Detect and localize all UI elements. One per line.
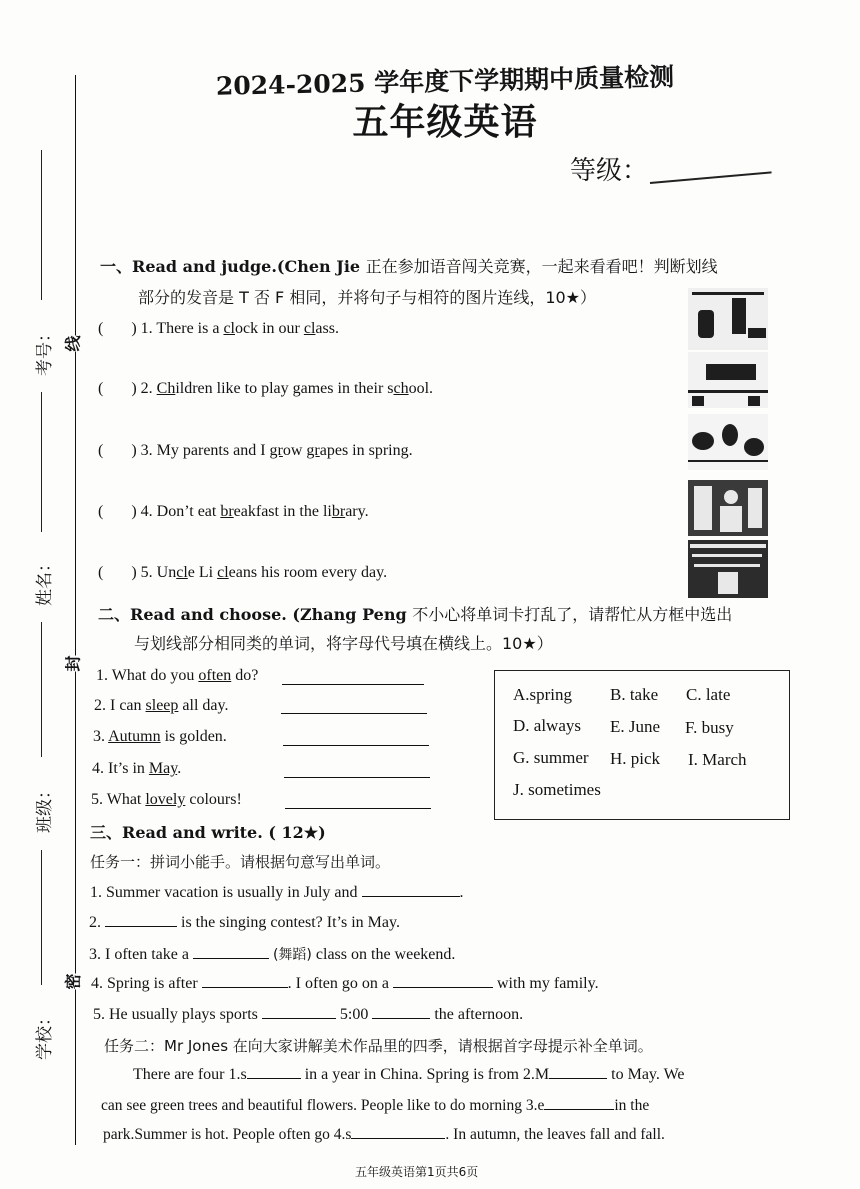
judge-item-5: ( ) 5. Uncle Li cleans his room every day. <box>98 564 388 581</box>
exam-title: 2024-2025 学年度下学期期中质量检测 <box>215 62 675 101</box>
seal-char-xian: 线 <box>61 335 84 351</box>
write-q1: 1. Summer vacation is usually in July and . <box>90 884 464 901</box>
write-answer-5a[interactable] <box>262 1018 336 1019</box>
word-option: E. June <box>610 717 661 736</box>
choose-q1: 1. What do you often do? <box>96 667 259 684</box>
choose-answer-4[interactable] <box>284 777 430 778</box>
picture-2[interactable] <box>688 352 768 408</box>
name-label: 姓名： <box>35 555 55 606</box>
word-option: A.spring <box>513 685 573 704</box>
section3-heading: 三、Read and write. ( 12★) <box>90 823 326 842</box>
passage-answer-1[interactable] <box>247 1078 301 1079</box>
judge-item-1: ( ) 1. There is a clock in our class. <box>98 320 339 337</box>
page-footer: 五年级英语第1页共6页 <box>355 1165 479 1179</box>
subject-title: 五年级英语 <box>352 102 538 143</box>
section2-heading: 二、Read and choose. (Zhang Peng 不小心将单词卡打乱了，请帮忙从方框中选出 <box>98 605 733 624</box>
picture-4[interactable] <box>688 480 768 536</box>
passage-answer-2[interactable] <box>549 1078 607 1079</box>
choose-q3: 3. Autumn is golden. <box>93 728 227 745</box>
choose-q5: 5. What lovely colours! <box>91 791 242 808</box>
seal-char-feng: 封 <box>61 655 84 671</box>
task2-title: 任务二：Mr Jones 在向大家讲解美术作品里的四季，请根据首字母提示补全单词。 <box>104 1037 653 1055</box>
section1-heading-line2: 部分的发音是 T 否 F 相同，并将句子与相符的图片连线，10★） <box>138 288 597 307</box>
choose-answer-1[interactable] <box>282 684 424 685</box>
judge-item-3: ( ) 3. My parents and I grow grapes in spring. <box>98 442 413 459</box>
word-option: J. sometimes <box>513 780 601 799</box>
write-q2: 2. is the singing contest? It’s in May. <box>89 914 400 931</box>
passage-line-1: There are four 1.s in a year in China. Spring is from 2.M to May. We <box>133 1066 685 1083</box>
passage-line-3: park.Summer is hot. People often go 4.s . In autumn, the leaves fall and fall. <box>103 1126 665 1143</box>
word-option: I. March <box>688 750 747 769</box>
passage-answer-4[interactable] <box>351 1138 445 1139</box>
grade-label: 等级： <box>570 156 649 186</box>
section2-heading-line2: 与划线部分相同类的单词，将字母代号填在横线上。10★） <box>134 634 553 653</box>
write-answer-2[interactable] <box>105 926 177 927</box>
name-line <box>41 392 42 532</box>
school-line <box>41 850 42 985</box>
write-answer-5b[interactable] <box>372 1018 430 1019</box>
task1-title: 任务一：拼词小能手。请根据句意写出单词。 <box>90 853 391 871</box>
judge-item-2: ( ) 2. Children like to play games in their school. <box>98 380 434 397</box>
picture-3[interactable] <box>688 414 768 470</box>
word-option: B. take <box>610 685 659 704</box>
exam-no-label: 考号： <box>35 325 55 376</box>
word-option: C. late <box>686 685 731 704</box>
write-answer-4a[interactable] <box>202 987 288 988</box>
class-line <box>41 622 42 757</box>
write-q4: 4. Spring is after . I often go on a with my family. <box>91 975 599 992</box>
word-option: G. summer <box>513 748 589 767</box>
choose-answer-3[interactable] <box>283 745 429 746</box>
write-answer-1[interactable] <box>362 896 460 897</box>
write-q5: 5. He usually plays sports 5:00 the afternoon. <box>93 1006 524 1023</box>
school-label: 学校： <box>35 1009 55 1060</box>
word-box <box>494 670 790 820</box>
passage-line-2: can see green trees and beautiful flowers. People like to do morning 3.e in the <box>101 1097 650 1114</box>
grade-blank[interactable] <box>650 171 772 184</box>
write-answer-3[interactable] <box>193 958 269 959</box>
picture-1[interactable] <box>688 288 768 350</box>
choose-q2: 2. I can sleep all day. <box>94 697 229 714</box>
seal-char-mi: 密 <box>61 973 84 989</box>
section1-heading: 一、Read and judge.(Chen Jie 正在参加语音闯关竞赛，一起来看看吧！判断划线 <box>100 257 718 276</box>
write-q3: 3. I often take a (舞蹈) class on the weekend. <box>89 946 456 963</box>
picture-5[interactable] <box>688 540 768 598</box>
choose-answer-2[interactable] <box>281 713 427 714</box>
choose-q4: 4. It’s in May. <box>92 760 182 777</box>
word-option: F. busy <box>685 718 734 737</box>
exam-no-line <box>41 150 42 300</box>
judge-item-4: ( ) 4. Don’t eat breakfast in the library. <box>98 503 369 520</box>
write-answer-4b[interactable] <box>393 987 493 988</box>
word-option: H. pick <box>610 749 661 768</box>
word-option: D. always <box>513 716 581 735</box>
passage-answer-3[interactable] <box>544 1109 614 1110</box>
choose-answer-5[interactable] <box>285 808 431 809</box>
class-label: 班级： <box>35 782 55 833</box>
